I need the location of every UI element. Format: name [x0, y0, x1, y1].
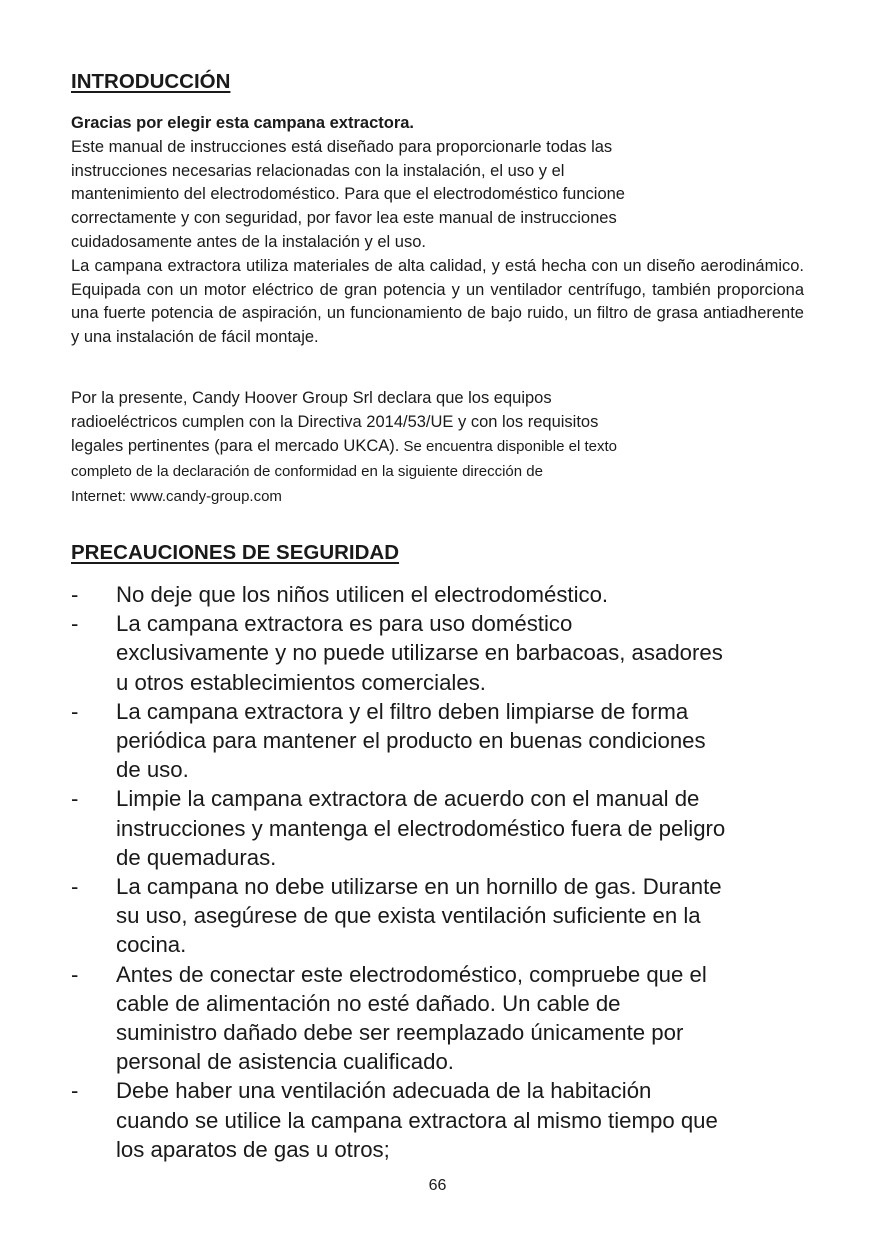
safety-precautions-list: [71, 580, 831, 1164]
intro-thanks-bold: Gracias por elegir esta campana extractora.: [71, 114, 415, 132]
safety-item: [71, 697, 831, 785]
declaration-line: radioeléctricos cumplen con la Directiva 2014/53/UE y con los requisitos: [71, 413, 599, 431]
list-dash: -: [71, 582, 79, 607]
intro-line: cuidadosamente antes de la instalación y el uso.: [71, 232, 426, 251]
conformity-declaration: [71, 386, 806, 509]
declaration-small-text: Se encuentra disponible el texto: [399, 438, 617, 455]
safety-heading: PRECAUCIONES DE SEGURIDAD: [71, 541, 400, 564]
declaration-small-text: completo de la declaración de conformidad en la siguiente dirección de: [71, 463, 543, 480]
safety-item-line: personal de asistencia cualificado.: [116, 1049, 454, 1075]
declaration-line: Por la presente, Candy Hoover Group Srl declara que los equipos: [71, 389, 552, 407]
intro-line: Este manual de instrucciones está diseñado para proporcionarle todas las: [71, 137, 613, 156]
safety-item-line: cuando se utilice la campana extractora al mismo tiempo que: [116, 1107, 718, 1133]
safety-item-line: exclusivamente y no puede utilizarse en barbacoas, asadores: [116, 640, 723, 666]
list-dash: -: [71, 611, 79, 637]
safety-item-line: Antes de conectar este electrodoméstico, compruebe que el: [116, 961, 707, 987]
safety-item-line: los aparatos de gas u otros;: [116, 1136, 390, 1162]
declaration-line: legales pertinentes (para el mercado UKCA).: [71, 437, 400, 455]
intro-line: correctamente y con seguridad, por favor lea este manual de instrucciones: [71, 209, 617, 228]
safety-item-line: de quemaduras.: [116, 844, 277, 870]
intro-product-paragraph: La campana extractora utiliza materiales de alta calidad, y está hecha con un diseño aerodinámico. Equipada con un motor eléctrico de gran potencia y un ventilador centrífugo, también proporciona una fuerte potencia de aspiración, un funcionamiento de bajo ruido, un filtro de grasa antiadherente y una instalación de fácil montaje.: [71, 257, 804, 346]
safety-item-line: u otros establecimientos comerciales.: [116, 669, 486, 695]
safety-item-line: La campana extractora es para uso doméstico: [116, 611, 573, 637]
safety-item-line: suministro dañado debe ser reemplazado únicamente por: [116, 1020, 684, 1046]
safety-item-line: No deje que los niños utilicen el electrodoméstico.: [116, 582, 609, 607]
safety-item-line: La campana no debe utilizarse en un hornillo de gas. Durante: [116, 874, 722, 900]
safety-item-line: instrucciones y mantenga el electrodoméstico fuera de peligro: [116, 815, 726, 841]
intro-line: instrucciones necesarias relacionadas con la instalación, el uso y el: [71, 161, 565, 180]
declaration-website: Internet: www.candy-group.com: [71, 488, 282, 505]
list-dash: -: [71, 698, 79, 724]
safety-item-line: periódica para mantener el producto en buenas condiciones: [116, 728, 706, 754]
safety-item: [71, 784, 831, 872]
list-dash: -: [71, 961, 79, 987]
intro-thanks-paragraph: [71, 112, 806, 255]
list-dash: -: [71, 874, 79, 900]
safety-item: [71, 872, 831, 960]
page-number: 66: [428, 1177, 447, 1194]
safety-item: [71, 1076, 831, 1164]
introduction-heading: INTRODUCCIÓN: [71, 70, 231, 93]
safety-item: [71, 580, 831, 609]
safety-item: [71, 609, 831, 697]
safety-item: [71, 960, 831, 1077]
intro-line: mantenimiento del electrodoméstico. Para que el electrodoméstico funcione: [71, 185, 625, 204]
safety-item-line: cocina.: [116, 932, 187, 958]
safety-item-line: La campana extractora y el filtro deben limpiarse de forma: [116, 698, 689, 724]
safety-item-line: su uso, asegúrese de que exista ventilación suficiente en la: [116, 903, 701, 929]
safety-item-line: Debe haber una ventilación adecuada de la habitación: [116, 1078, 652, 1104]
safety-item-line: Limpie la campana extractora de acuerdo con el manual de: [116, 786, 700, 812]
list-dash: -: [71, 786, 79, 812]
list-dash: -: [71, 1078, 79, 1104]
safety-item-line: de uso.: [116, 757, 189, 783]
safety-item-line: cable de alimentación no esté dañado. Un cable de: [116, 990, 621, 1016]
